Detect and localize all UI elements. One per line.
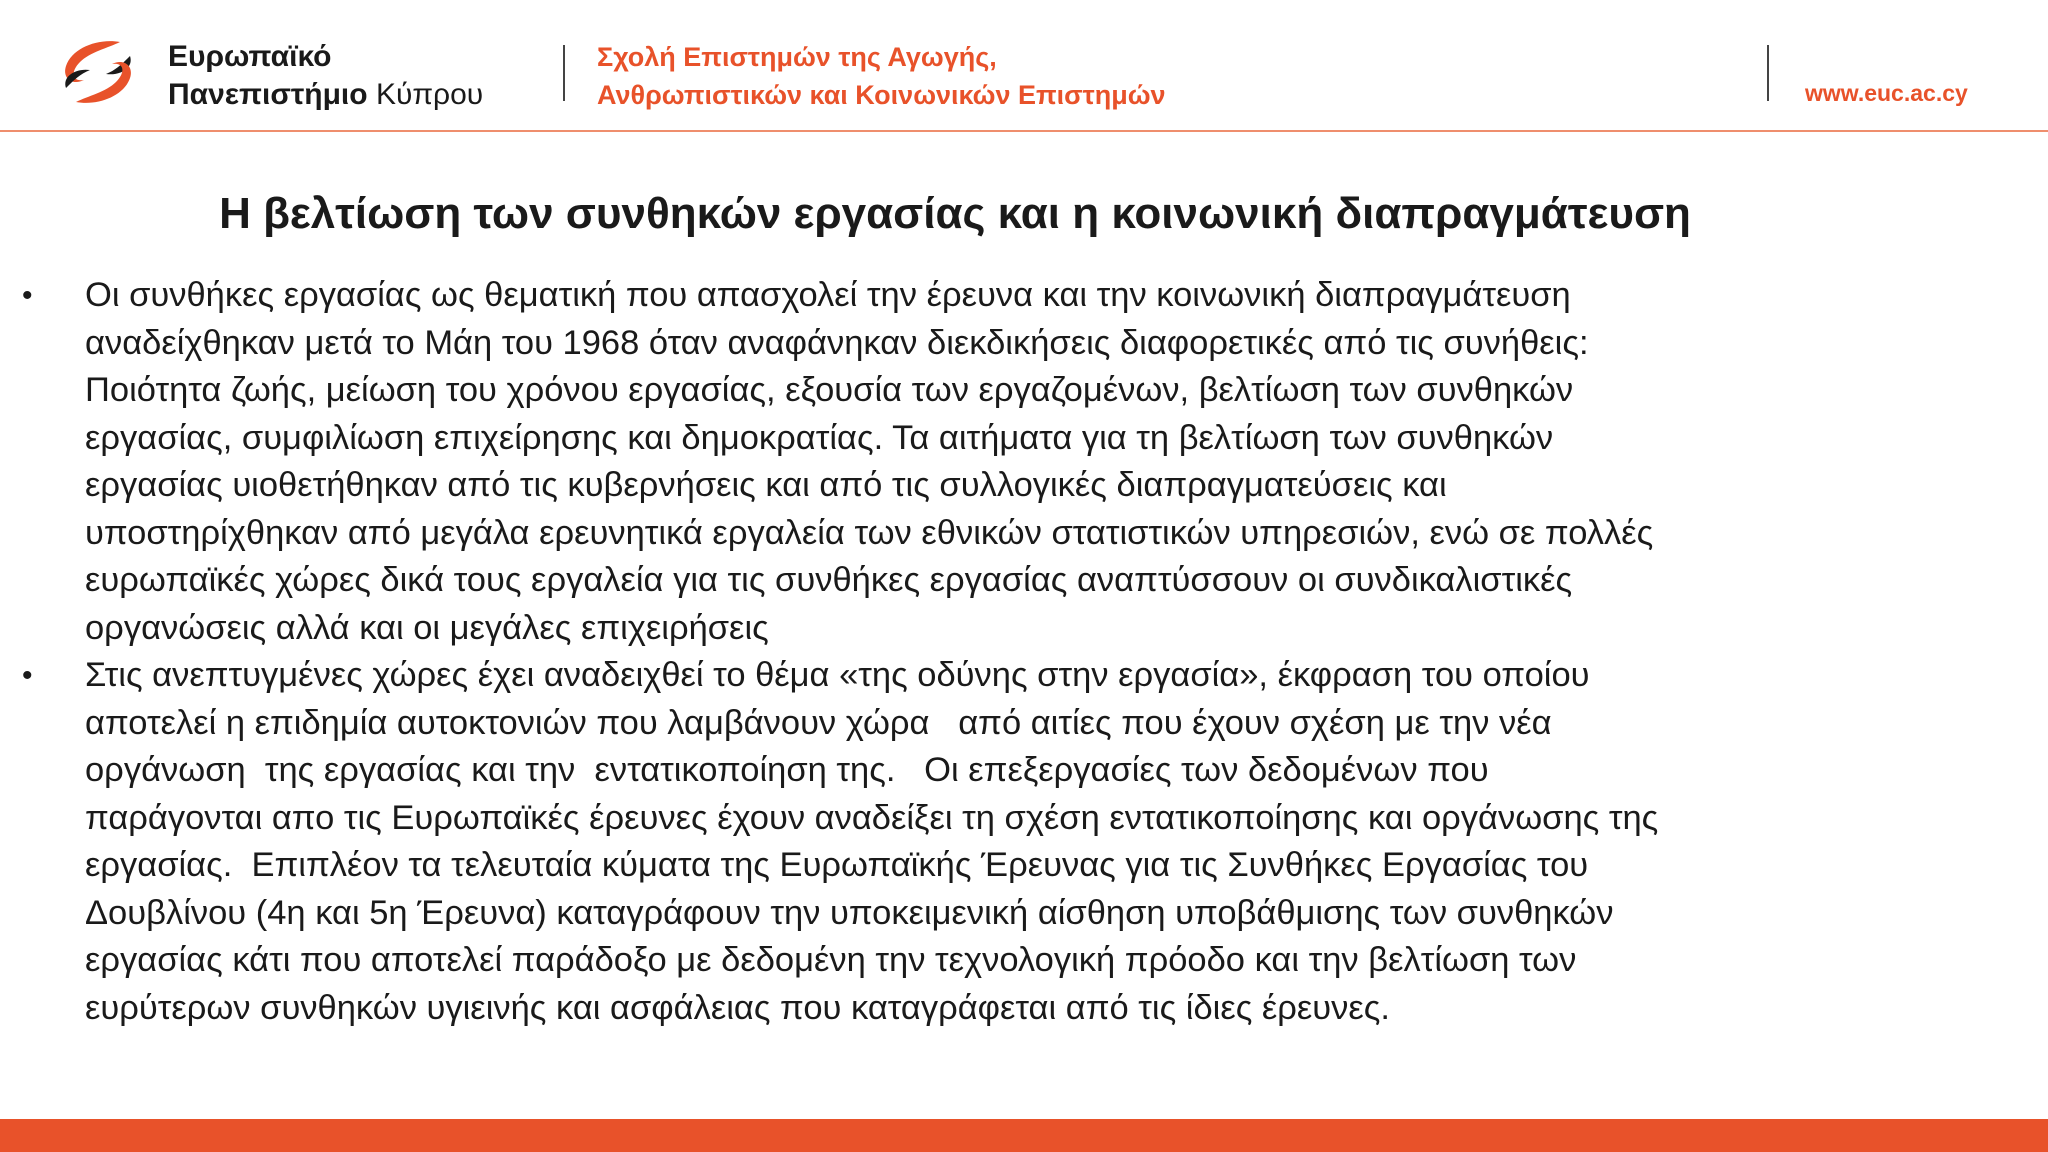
bullet-1-line-5: εργασίας υιοθετήθηκαν από τις κυβερνήσεις και από τις συλλογικές διαπραγματεύσεις και: [85, 466, 1447, 504]
footer-accent-bar: [0, 1119, 2048, 1152]
header-divider-left: [563, 45, 565, 101]
bullet-1-line-4: εργασίας, συμφιλίωση επιχείρησης και δημοκρατίας. Τα αιτήματα για τη βελτίωση των συνθηκών: [85, 418, 1554, 457]
bullet-2-line-7: εργασίας κάτι που αποτελεί παράδοξο με δεδομένη την τεχνολογική πρόοδο και την βελτίωση των: [85, 941, 1577, 979]
bullet-1-line-6: υποστηρίχθηκαν από μεγάλα ερευνητικά εργαλεία των εθνικών στατιστικών υπηρεσιών, ενώ σε πολλές: [85, 513, 1654, 552]
bullet-1-line-8: οργανώσεις αλλά και οι μεγάλες επιχειρήσεις: [85, 608, 769, 647]
bullet-2-line-1: Στις ανεπτυγμένες χώρες έχει αναδειχθεί το θέμα «της οδύνης στην εργασία», έκφραση του οποίου: [85, 656, 1590, 694]
bullet-item-1: [0, 272, 2048, 652]
bullet-marker: •: [22, 659, 33, 692]
website-url[interactable]: www.euc.ac.cy: [1805, 80, 1968, 106]
header-divider-right: [1767, 45, 1769, 101]
university-name-line2: [168, 76, 483, 114]
university-name-line2-bold: Πανεπιστήμιο: [168, 78, 368, 111]
university-name-line2-light: Κύπρου: [375, 78, 484, 111]
bullet-1-line-1: Οι συνθήκες εργασίας ως θεματική που απασχολεί την έρευνα και την κοινωνική διαπραγμάτευση: [85, 276, 1571, 314]
bullet-1-line-3: Ποιότητα ζωής, μείωση του χρόνου εργασίας, εξουσία των εργαζομένων, βελτίωση των συνθηκών: [85, 371, 1574, 409]
bullet-2-line-8: ευρύτερων συνθηκών υγιεινής και ασφάλειας που καταγράφεται από τις ίδιες έρευνες.: [85, 988, 1391, 1027]
bullet-1-line-2: αναδείχθηκαν μετά το Μάη του 1968 όταν αναφάνηκαν διεκδικήσεις διαφορετικές από τις συνήθεις:: [85, 323, 1589, 362]
bullet-marker: •: [22, 279, 33, 312]
university-name: [168, 38, 483, 114]
header-divider-line: [0, 130, 2048, 132]
slide-bullet-list: [0, 272, 2048, 1032]
bullet-2-line-3: οργάνωση της εργασίας και την εντατικοποίηση της. Οι επεξεργασίες των δεδομένων που: [85, 751, 1489, 789]
bullet-item-2: [0, 652, 2048, 1032]
school-name-line1: Σχολή Επιστημών της Αγωγής,: [597, 42, 997, 72]
euc-logo-icon: [58, 36, 138, 108]
school-name: [597, 38, 1166, 114]
bullet-2-line-4: παράγονται απο τις Ευρωπαϊκές έρευνες έχουν αναδείξει τη σχέση εντατικοποίησης και οργάνωσης της: [85, 798, 1659, 837]
bullet-2-line-2: αποτελεί η επιδημία αυτοκτονιών που λαμβάνουν χώρα από αιτίες που έχουν σχέση με την νέα: [85, 703, 1552, 742]
bullet-2-line-6: Δουβλίνου (4η και 5η Έρευνα) καταγράφουν την υποκειμενική αίσθηση υποβάθμισης των συνθηκών: [85, 893, 1614, 932]
slide-header: [0, 0, 2048, 132]
school-name-line2: Ανθρωπιστικών και Κοινωνικών Επιστημών: [597, 80, 1166, 110]
university-name-line1: Ευρωπαϊκό: [168, 40, 332, 73]
slide-title: Η βελτίωση των συνθηκών εργασίας και η κοινωνική διαπραγμάτευση: [219, 189, 1691, 239]
bullet-1-line-7: ευρωπαϊκές χώρες δικά τους εργαλεία για τις συνθήκες εργασίας αναπτύσσουν οι συνδικαλιστικές: [85, 561, 1573, 599]
bullet-2-line-5: εργασίας. Επιπλέον τα τελευταία κύματα της Ευρωπαϊκής Έρευνας για τις Συνθήκες Εργασίας του: [85, 846, 1589, 884]
